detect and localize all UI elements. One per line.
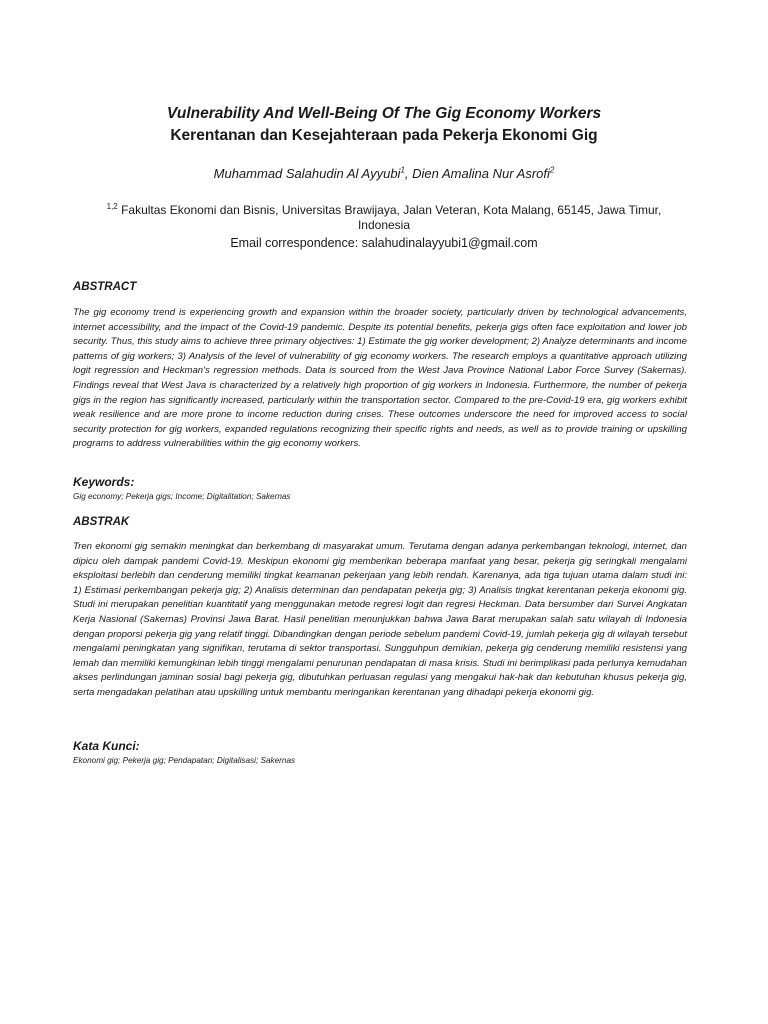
author-1-affiliation-mark: 1 (400, 165, 405, 175)
affiliation-mark: 1,2 (106, 202, 118, 211)
author-2-name: Dien Amalina Nur Asrofi (412, 166, 550, 181)
title-english: Vulnerability And Well-Being Of The Gig Economy Workers (166, 105, 602, 122)
keywords-list: Gig economy; Pekerja gigs; Income; Digitalitation; Sakernas (73, 492, 291, 501)
author-separator: , (404, 166, 413, 181)
title-indonesian: Kerentanan dan Kesejahteraan pada Pekerja Ekonomi Gig (170, 127, 598, 144)
author-1-name: Muhammad Salahudin Al Ayyubi (213, 166, 401, 181)
abstract-heading: ABSTRACT (73, 281, 137, 293)
keywords-heading: Keywords: (73, 475, 135, 489)
affiliation (84, 203, 684, 233)
abstrak-body: Tren ekonomi gig semakin meningkat dan berkembang di masyarakat umum. Terutama dengan adanya perkembangan teknologi, internet, dan dipicu oleh dampak pandemi Covid-19. Meskipun ekonomi gig memberikan beberapa manfaat yang besar, pekerja gig seringkali mengalami eksploitasi berlebih dan cenderung memiliki tingkat keamanan pekerjaan yang lebih rendah. Karenanya, ada tiga tujuan utama dalam studi ini: 1) Estimasi perkembangan pekerja gig; 2) Analisis determinan dan pendapatan pekerja gig; 3) Analisis tingkat kerentanan pekerja ekonomi gig. Studi ini merupakan penelitian kuantitatif yang menggunakan metode regresi logit dan regresi Heckman. Data bersumber dari Survei Angkatan Kerja Nasional (Sakernas) Provinsi Jawa Barat. Hasil penelitian menunjukkan bahwa Jawa Barat merupakan salah satu wilayah di Indonesia dengan proporsi pekerja gig yang relatif tinggi. Dibandingkan dengan periode sebelum pandemi Covid-19, jumlah pekerja gig di wilayah tersebut mengalami peningkatan yang signifikan, terutama di sektor transportasi. Sungguhpun demikian, pekerja gig cenderung memiliki resistensi yang lemah dan memiliki kemungkinan lebih tinggi mengalami penurunan pendapatan di masa krisis. Studi ini berimplikasi pada perlunya kemudahan akses perlindungan jaminan sosial bagi pekerja gig, dibutuhkan perluasan regulasi yang mengakui hak-hak dan kebutuhan khusus pekerja gig, serta mengadakan pelatihan atau upskilling untuk membantu meringankan kerentanan yang dihadapi pekerja ekonomi gig. (73, 541, 687, 698)
abstrak-heading: ABSTRAK (73, 516, 130, 528)
author-2-affiliation-mark: 2 (549, 165, 555, 175)
author-line (0, 165, 768, 183)
abstract-body: The gig economy trend is experiencing growth and expansion within the broader society, particularly driven by technological advancements, internet accessibility, and the impact of the Covid-19 pandemic. Despite its potential benefits, pekerja gigs often face exploitation and lower job security. Thus, this study aims to achieve three primary objectives: 1) Estimate the gig worker development; 2) Analyze determinants and income patterns of gig workers; 3) Analysis of the level of vulnerability of gig economy workers. The research employs a quantitative approach utilizing logit regression and Heckman's regression methods. Data is sourced from the West Java Province National Labor Force Survey (Sakernas). Findings reveal that West Java is characterized by a relatively high proportion of gig workers in Indonesia. Furthermore, the number of pekerja gigs in the region has significantly increased, particularly within the transportation sector. Compared to the pre-Covid-19 era, gig workers exhibit weak resilience and are more prone to income reduction during crises. These outcomes underscore the need for improved access to social security protection for gig workers, expanded regulations recognizing their specific rights and needs, as well as to provide training or upskilling programs to address vulnerabilities within the gig economy workers. (73, 307, 687, 450)
affiliation-text: Fakultas Ekonomi dan Bisnis, Universitas Brawijaya, Jalan Veteran, Kota Malang, 65145, Jawa Timur, Indonesia (117, 203, 662, 232)
kata-kunci-list: Ekonomi gig; Pekerja gig; Pendapatan; Digitalisasi; Sakernas (73, 756, 296, 765)
kata-kunci-heading: Kata Kunci: (73, 739, 140, 753)
email-correspondence: Email correspondence: salahudinalayyubi1@gmail.com (230, 236, 538, 250)
